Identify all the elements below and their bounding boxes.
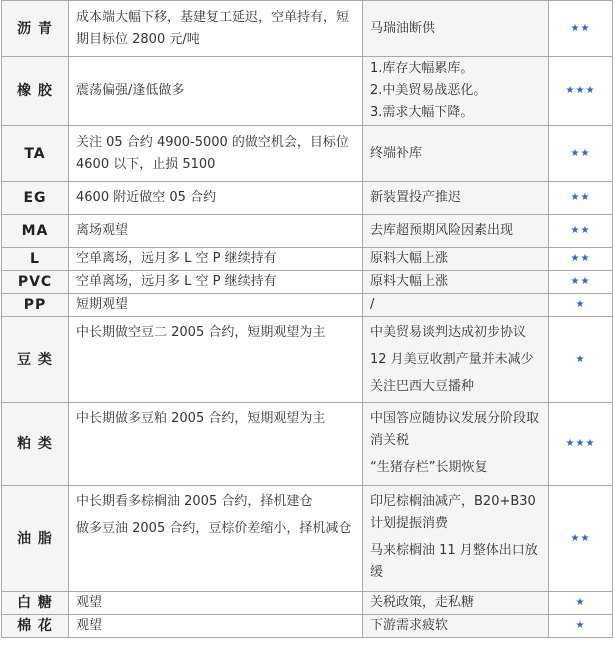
strategy-view-text [76, 435, 355, 457]
risk-factor-text: 3.需求大幅下降。 [370, 105, 474, 120]
rating-stars-icon: ★★ [549, 486, 613, 592]
rating-stars-icon: ★★ [549, 215, 613, 248]
risk-factor-text: “生猪存栏”长期恢复 [370, 460, 488, 475]
risk-factor-text: 中美贸易谈判达成初步协议 [370, 325, 527, 340]
strategy-view-cell [69, 486, 363, 592]
commodity-name: 豆 类 [2, 317, 69, 403]
commodity-name: 白 糖 [2, 592, 69, 615]
risk-factor-text: 1.库存大幅累库。 [370, 61, 474, 76]
strategy-view-cell [69, 403, 363, 486]
strategy-view-cell [69, 294, 363, 317]
strategy-view-text: 观望 [76, 595, 103, 610]
strategy-view-text: 空单离场，远月多 L 空 P 继续持有 [76, 251, 277, 266]
strategy-view-text: 震荡偏强/逢低做多 [76, 83, 185, 98]
table-row [2, 248, 613, 271]
commodity-name: 粕 类 [2, 403, 69, 486]
risk-factor-text: 原料大幅上涨 [370, 274, 449, 289]
strategy-view-text: 关注 05 合约 4900-5000 的做空机会，目标位 4600 以下，止损 5100 [76, 134, 349, 172]
strategy-view-text [76, 349, 355, 371]
table-row [2, 403, 613, 486]
risk-factor-text: 马瑞油断供 [370, 20, 436, 36]
rating-stars-icon: ★ [549, 294, 613, 317]
risk-factor-text: 下游需求疲软 [370, 618, 449, 633]
risk-factor-cell [363, 403, 549, 486]
risk-factor-text: 2.中美贸易战恶化。 [370, 83, 487, 98]
rating-stars-icon: ★★ [549, 1, 613, 57]
strategy-view-cell [69, 592, 363, 615]
rating-stars-icon: ★★★ [549, 57, 613, 126]
strategy-table-body [2, 1, 613, 638]
risk-factor-cell [363, 486, 549, 592]
strategy-view-text: 中长期做多豆粕 2005 合约，短期观望为主 [76, 411, 326, 426]
commodity-name: L [2, 248, 69, 271]
table-row [2, 126, 613, 182]
rating-stars-icon: ★★★ [549, 403, 613, 486]
strategy-view-text: 短期观望 [76, 297, 129, 312]
table-row [2, 215, 613, 248]
risk-factor-cell [363, 215, 549, 248]
commodity-name: MA [2, 215, 69, 248]
risk-factor-text: 终端补库 [370, 145, 423, 161]
risk-factor-cell [363, 615, 549, 638]
table-row [2, 57, 613, 126]
commodity-name: PP [2, 294, 69, 317]
strategy-view-text: 4600 附近做空 05 合约 [76, 190, 217, 205]
risk-factor-cell [363, 1, 549, 57]
strategy-view-text [76, 545, 355, 567]
risk-factor-text: 关税政策，走私糖 [370, 595, 475, 610]
table-row [2, 294, 613, 317]
risk-factor-cell [363, 317, 549, 403]
strategy-view-text: 离场观望 [76, 223, 129, 238]
rating-stars-icon: ★★ [549, 271, 613, 294]
rating-stars-icon: ★ [549, 592, 613, 615]
strategy-view-cell [69, 248, 363, 271]
risk-factor-text: 去库超预期风险因素出现 [370, 223, 514, 238]
rating-stars-icon: ★ [549, 317, 613, 403]
table-row [2, 182, 613, 215]
strategy-view-text [76, 376, 355, 398]
risk-factor-text: 中国答应随协议发展分阶段取消关税 [370, 411, 540, 448]
strategy-view-text: 中长期看多棕榈油 2005 合约，择机建仓 [76, 494, 313, 509]
strategy-view-cell [69, 271, 363, 294]
risk-factor-cell [363, 126, 549, 182]
commodity-name: 棉 花 [2, 615, 69, 638]
commodity-name: 油 脂 [2, 486, 69, 592]
risk-factor-text: 马来棕榈油 11 月整体出口放缓 [370, 543, 538, 580]
risk-factor-cell [363, 271, 549, 294]
strategy-view-cell [69, 615, 363, 638]
risk-factor-text: / [370, 297, 375, 312]
table-row [2, 592, 613, 615]
risk-factor-cell [363, 248, 549, 271]
strategy-view-text: 观望 [76, 618, 103, 633]
risk-factor-cell [363, 57, 549, 126]
risk-factor-text: 关注巴西大豆播种 [370, 379, 475, 394]
commodity-name: 橡 胶 [2, 57, 69, 126]
strategy-view-cell [69, 57, 363, 126]
strategy-view-cell [69, 215, 363, 248]
strategy-view-cell [69, 1, 363, 57]
strategy-view-text: 做多豆油 2005 合约，豆棕价差缩小，择机减仓 [76, 521, 352, 536]
table-row [2, 1, 613, 57]
table-row [2, 317, 613, 403]
table-row [2, 615, 613, 638]
commodity-name: 沥 青 [2, 1, 69, 57]
risk-factor-text: 印尼棕榈油减产，B20+B30 计划提振消费 [370, 494, 536, 531]
commodity-name: EG [2, 182, 69, 215]
strategy-table [1, 0, 613, 638]
strategy-view-text: 空单离场，远月多 L 空 P 继续持有 [76, 274, 277, 289]
commodity-name: PVC [2, 271, 69, 294]
rating-stars-icon: ★★ [549, 248, 613, 271]
table-row [2, 486, 613, 592]
risk-factor-text: 新装置投产推迟 [370, 190, 462, 205]
risk-factor-cell [363, 592, 549, 615]
risk-factor-text: 原料大幅上涨 [370, 251, 449, 266]
rating-stars-icon: ★★ [549, 126, 613, 182]
strategy-view-cell [69, 317, 363, 403]
commodity-name: TA [2, 126, 69, 182]
strategy-view-text: 中长期做空豆二 2005 合约，短期观望为主 [76, 325, 326, 340]
risk-factor-cell [363, 182, 549, 215]
risk-factor-text: 12 月美豆收割产量并未减少 [370, 352, 534, 367]
rating-stars-icon: ★★ [549, 182, 613, 215]
risk-factor-cell [363, 294, 549, 317]
rating-stars-icon: ★ [549, 615, 613, 638]
table-row [2, 271, 613, 294]
strategy-view-cell [69, 126, 363, 182]
strategy-view-text: 成本端大幅下移，基建复工延迟，空单持有，短期目标位 2800 元/吨 [76, 9, 350, 47]
strategy-view-cell [69, 182, 363, 215]
